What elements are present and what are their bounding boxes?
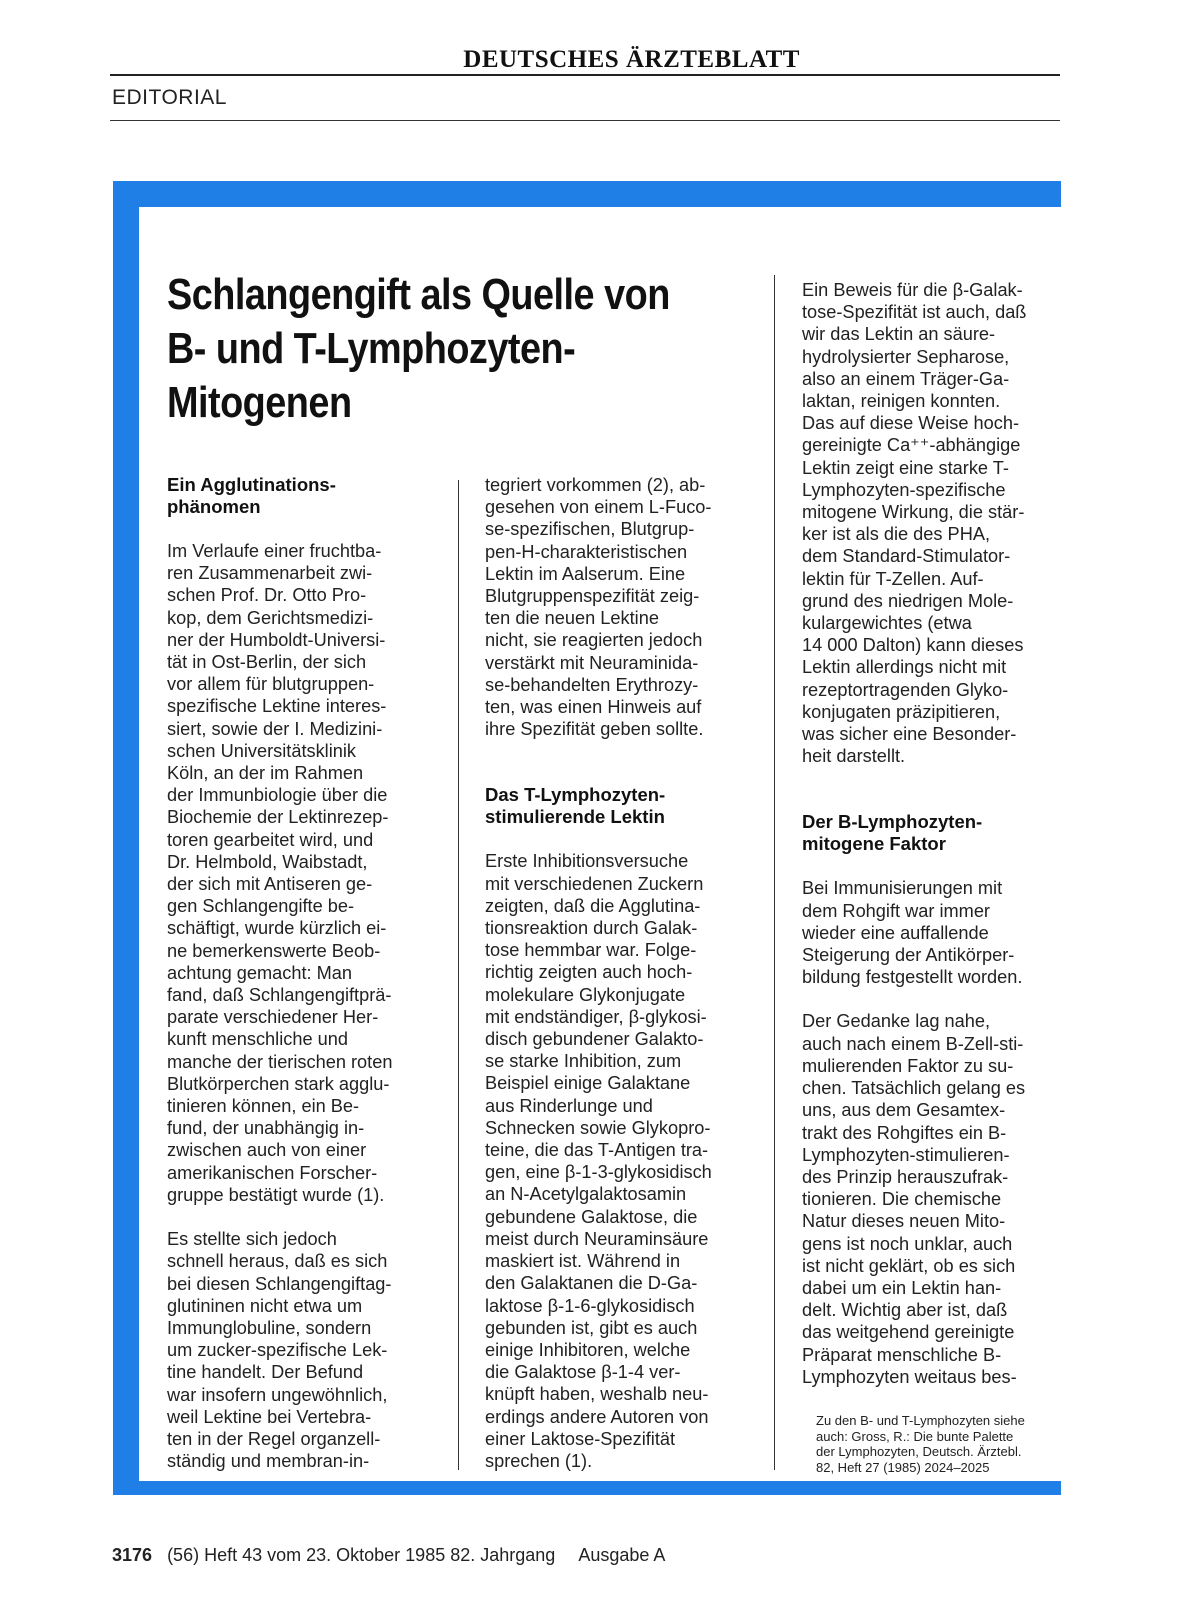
text-line: Dr. Helmbold, Waibstadt, [167, 851, 368, 872]
text-line: tose hemmbar war. Folge- [485, 940, 697, 961]
text-line: Lektin zeigt eine starke T- [802, 457, 1009, 478]
paragraph [485, 474, 767, 740]
text-line: dabei um ein Lektin han- [802, 1277, 1002, 1298]
text-line: Präparat menschliche B- [802, 1344, 1002, 1365]
text-line: Das auf diese Weise hoch- [802, 413, 1020, 434]
text-line: zwischen auch von einer [167, 1140, 367, 1161]
text-line: hydrolysierter Sepharose, [802, 346, 1010, 367]
text-line: den Galaktanen die D-Ga- [485, 1273, 698, 1294]
text-line: molekulare Glykonjugate [485, 984, 686, 1005]
text-line: se starke Inhibition, zum [485, 1051, 682, 1072]
text-line: laktan, reinigen konnten. [802, 391, 1001, 412]
text-line: erdings andere Autoren von [485, 1406, 709, 1427]
masthead [110, 44, 1060, 76]
text-line: ihre Spezifität geben sollte. [485, 719, 704, 740]
text-line: gereinigte Ca⁺⁺-abhängige [802, 435, 1021, 456]
text-line: kulargewichtes (etwa [802, 613, 972, 634]
text-line: phänomen [167, 496, 261, 517]
text-line: Ein Agglutinations- [167, 474, 336, 495]
text-line: was sicher eine Besonder- [802, 724, 1017, 745]
text-line: Lymphozyten weitaus bes- [802, 1366, 1017, 1387]
text-line: dem Standard-Stimulator- [802, 546, 1011, 567]
text-line: tinieren können, ein Be- [167, 1096, 360, 1117]
text-line: tine handelt. Der Befund [167, 1362, 364, 1383]
text-line: meist durch Neuraminsäure [485, 1228, 709, 1249]
text-line: chen. Tatsächlich gelang es [802, 1078, 1026, 1099]
headline-line-2: B- und T-Lymphozyten-Mitogenen [167, 324, 576, 427]
text-line: ten in der Regel organzell- [167, 1428, 381, 1449]
text-line: aus Rinderlunge und [485, 1095, 653, 1116]
headline-line-1: Schlangengift als Quelle von [167, 270, 670, 319]
text-line: bei diesen Schlangengiftag- [167, 1273, 392, 1294]
journal-title: DEUTSCHES ÄRZTEBLATT [463, 46, 800, 73]
issue-info: (56) Heft 43 vom 23. Oktober 1985 82. Jahrgang [167, 1545, 556, 1565]
page-number: 3176 [112, 1545, 153, 1565]
text-line: kunft menschliche und [167, 1029, 348, 1050]
text-line: ständig und membran-in- [167, 1451, 370, 1472]
text-line: gesehen von einem L-Fuco- [485, 497, 712, 518]
text-line: weil Lektine bei Vertebra- [167, 1406, 372, 1427]
text-line: wieder eine auffallende [802, 922, 989, 943]
text-line: ker ist als die des PHA, [802, 524, 991, 545]
text-line: 82, Heft 27 (1985) 2024–2025 [816, 1459, 990, 1475]
text-line: Köln, an der im Rahmen [167, 763, 364, 784]
text-line: lektin für T-Zellen. Auf- [802, 568, 984, 589]
text-line: schäftigt, wurde kürzlich ei- [167, 918, 387, 939]
text-line: war insofern ungewöhnlich, [167, 1384, 388, 1405]
paragraph [167, 1228, 449, 1472]
text-line: tät in Ost-Berlin, der sich [167, 652, 367, 673]
text-line: glutininen nicht etwa um [167, 1295, 363, 1316]
text-line: ne bemerkenswerte Beob- [167, 940, 381, 961]
text-column-1 [167, 474, 449, 1472]
text-line: Blutgruppenspezifität zeig- [485, 586, 700, 607]
text-line: Beispiel einige Galaktane [485, 1073, 691, 1094]
paragraph [802, 279, 1077, 767]
text-line: teine, die das T-Antigen tra- [485, 1140, 709, 1161]
text-line: parate verschiedener Her- [167, 1007, 379, 1028]
section-label: EDITORIAL [112, 86, 227, 109]
text-line: Ein Beweis für die β-Galak- [802, 280, 1023, 300]
text-line: mulierenden Faktor zu su- [802, 1055, 1014, 1076]
text-line: mit verschiedenen Zuckern [485, 873, 704, 894]
text-line: Steigerung der Antikörper- [802, 945, 1015, 966]
text-line: se-spezifischen, Blutgrup- [485, 519, 695, 540]
text-line: toren gearbeitet wird, und [167, 829, 374, 850]
text-line: trakt des Rohgiftes ein B- [802, 1122, 1007, 1143]
text-line: vor allem für blutgruppen- [167, 674, 375, 695]
section-heading [485, 784, 767, 828]
text-line: tionieren. Die chemische [802, 1189, 1002, 1210]
text-line: mitogene Wirkung, die stär- [802, 502, 1025, 523]
text-line: des Prinzip herauszufrak- [802, 1166, 1009, 1187]
text-line: disch gebundener Galakto- [485, 1029, 704, 1050]
text-line: an N-Acetylgalaktosamin [485, 1184, 687, 1205]
text-line: spezifische Lektine interes- [167, 696, 387, 717]
text-line: mitogene Faktor [802, 833, 946, 855]
text-line: konjugaten präzipitieren, [802, 701, 1001, 722]
text-line: der sich mit Antiseren ge- [167, 874, 373, 895]
text-line: Bei Immunisierungen mit [802, 878, 1003, 899]
text-line: se-behandelten Erythrozy- [485, 674, 699, 695]
text-line: einer Laktose-Spezifität [485, 1428, 676, 1449]
text-line: fund, der unabhängig in- [167, 1118, 365, 1139]
text-column-3 [802, 279, 1077, 1388]
paragraph [802, 877, 1077, 988]
text-line: grund des niedrigen Mole- [802, 590, 1014, 611]
text-line: heit darstellt. [802, 746, 906, 767]
paragraph [167, 540, 449, 1206]
text-line: schen Universitätsklinik [167, 740, 357, 761]
text-line: manche der tierischen roten [167, 1051, 393, 1072]
text-line: kop, dem Gerichtsmedizi- [167, 607, 374, 628]
text-line: siert, sowie der I. Medizini- [167, 718, 383, 739]
text-line: tegriert vorkommen (2), ab- [485, 475, 706, 495]
text-line: Lymphozyten-spezifische [802, 479, 1006, 500]
text-line: Lektin im Aalserum. Eine [485, 563, 686, 584]
page-footer [112, 1545, 665, 1566]
text-line: amerikanischen Forscher- [167, 1162, 378, 1183]
text-column-2 [485, 474, 767, 1472]
text-line: gen, eine β-1-3-glykosidisch [485, 1162, 712, 1183]
text-line: ist nicht geklärt, ob es sich [802, 1255, 1016, 1276]
text-line: Biochemie der Lektinrezep- [167, 807, 389, 828]
text-line: der Lymphozyten, Deutsch. Ärztebl. [816, 1444, 1022, 1459]
text-line: maskiert ist. Während in [485, 1251, 681, 1272]
text-line: Natur dieses neuen Mito- [802, 1211, 1006, 1232]
text-line: einige Inhibitoren, welche [485, 1339, 691, 1360]
text-line: uns, aus dem Gesamtex- [802, 1100, 1006, 1121]
text-line: das weitgehend gereinigte [802, 1322, 1015, 1343]
text-line: schnell heraus, daß es sich [167, 1251, 388, 1272]
text-line: Der B-Lymphozyten- [802, 811, 983, 833]
text-line: verstärkt mit Neuraminida- [485, 652, 699, 673]
text-line: pen-H-charakteristischen [485, 541, 688, 562]
paragraph [802, 1010, 1077, 1387]
text-line: Erste Inhibitionsversuche [485, 851, 689, 872]
text-line: Es stellte sich jedoch [167, 1229, 337, 1250]
text-line: laktose β-1-6-glykosidisch [485, 1295, 695, 1316]
text-line: achtung gemacht: Man [167, 962, 353, 983]
paragraph [485, 850, 767, 1472]
text-line: gen Schlangengifte be- [167, 896, 355, 917]
text-line: Der Gedanke lag nahe, [802, 1011, 991, 1032]
reference-note [816, 1413, 1076, 1475]
article-headline [167, 268, 700, 430]
text-line: 14 000 Dalton) kann dieses [802, 635, 1024, 656]
text-line: stimulierende Lektin [485, 806, 665, 828]
text-line: mit endständiger, β-glykosi- [485, 1006, 707, 1027]
text-line: Zu den B- und T-Lymphozyten siehe [816, 1413, 1025, 1428]
text-line: also an einem Träger-Ga- [802, 368, 1010, 389]
text-line: wir das Lektin an säure- [802, 324, 996, 345]
text-line: schen Prof. Dr. Otto Pro- [167, 585, 367, 606]
text-line: ner der Humboldt-Universi- [167, 629, 386, 650]
text-line: Das T-Lymphozyten- [485, 784, 666, 806]
text-line: Schnecken sowie Glykopro- [485, 1117, 711, 1138]
section-heading [802, 811, 1077, 855]
text-line: knüpft haben, weshalb neu- [485, 1384, 709, 1405]
column-divider-1 [458, 480, 459, 1470]
text-line: tionsreaktion durch Galak- [485, 918, 698, 939]
text-line: tose-Spezifität ist auch, daß [802, 302, 1027, 323]
text-line: Lymphozyten-stimulieren- [802, 1144, 1010, 1165]
text-line: auch: Gross, R.: Die bunte Palette [816, 1428, 1014, 1444]
text-line: ten die neuen Lektine [485, 608, 659, 629]
text-line: zeigten, daß die Agglutina- [485, 895, 701, 916]
text-line: dem Rohgift war immer [802, 900, 990, 921]
text-line: bildung festgestellt worden. [802, 967, 1023, 988]
text-line: um zucker-spezifische Lek- [167, 1340, 388, 1361]
text-line: der Immunbiologie über die [167, 785, 388, 806]
column-divider-2 [774, 275, 775, 1470]
text-line: sprechen (1). [485, 1450, 593, 1471]
edition-label: Ausgabe A [578, 1545, 666, 1565]
text-line: gebunden ist, gibt es auch [485, 1317, 698, 1338]
text-line: Im Verlaufe einer fruchtba- [167, 541, 382, 561]
text-line: Blutkörperchen stark agglu- [167, 1073, 390, 1094]
text-line: nicht, sie reagierten jedoch [485, 630, 703, 651]
text-line: gens ist noch unklar, auch [802, 1233, 1013, 1254]
text-line: ren Zusammenarbeit zwi- [167, 563, 373, 584]
text-line: die Galaktose β-1-4 ver- [485, 1362, 681, 1383]
text-line: Immunglobuline, sondern [167, 1317, 372, 1338]
text-line: ten, was einen Hinweis auf [485, 697, 702, 718]
text-line: gebundene Galaktose, die [485, 1206, 698, 1227]
text-line: delt. Wichtig aber ist, daß [802, 1300, 1008, 1321]
section-divider [110, 120, 1060, 121]
text-line: auch nach einem B-Zell-sti- [802, 1033, 1024, 1054]
text-line: fand, daß Schlangengiftprä- [167, 985, 392, 1006]
text-line: rezeptortragenden Glyko- [802, 679, 1009, 700]
text-line: richtig zeigten auch hoch- [485, 962, 693, 983]
section-heading [167, 474, 449, 518]
text-line: Lektin allerdings nicht mit [802, 657, 1007, 678]
text-line: gruppe bestätigt wurde (1). [167, 1184, 385, 1205]
